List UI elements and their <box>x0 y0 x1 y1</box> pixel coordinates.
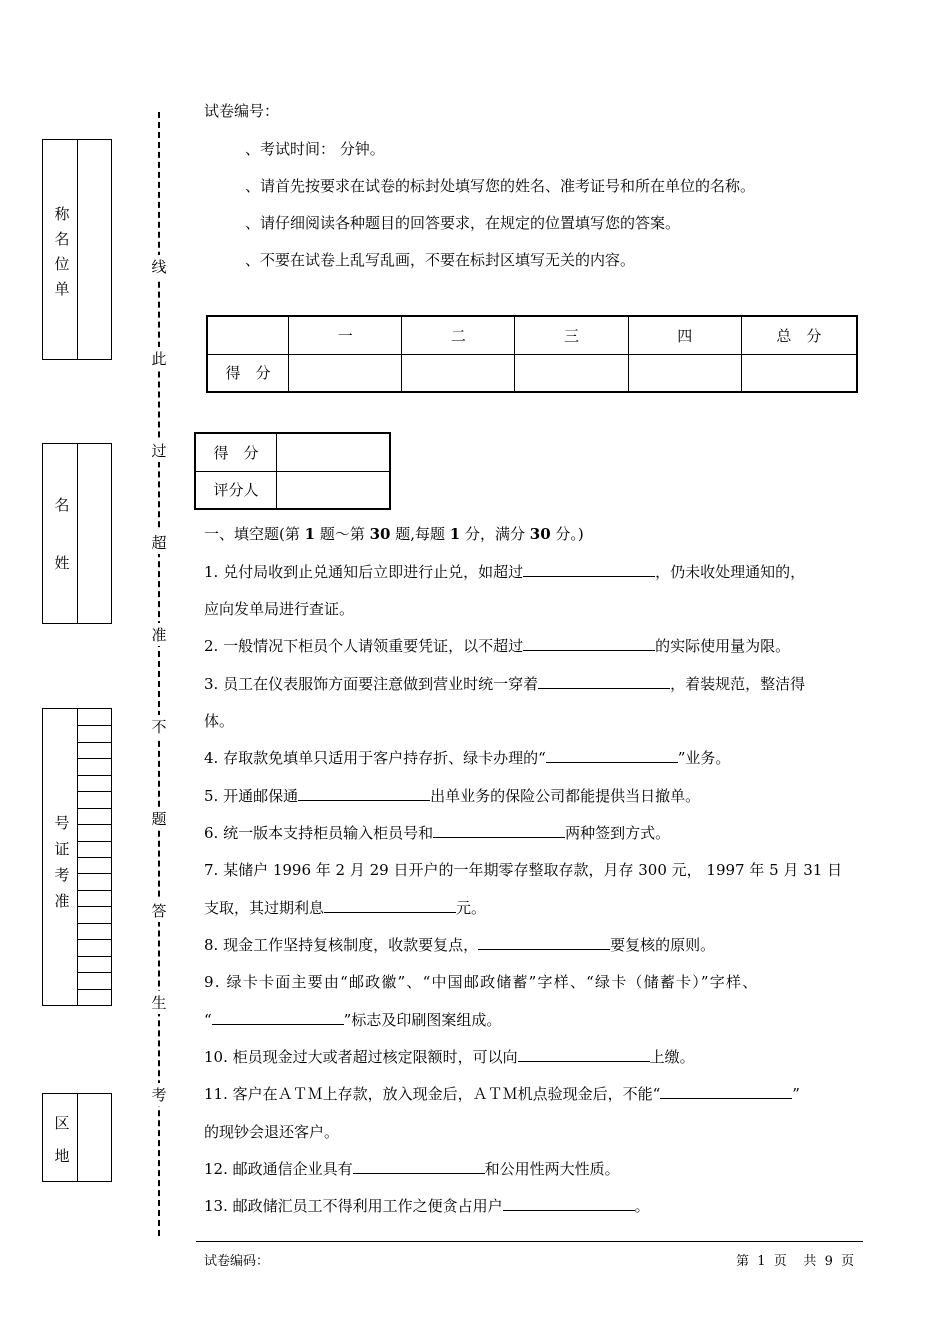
exam-cell-rule <box>77 972 111 973</box>
answer-blank[interactable] <box>298 786 430 801</box>
section-title: 一、填空题(第 1 题～第 30 题,每题 1 分，满分 30 分。) <box>204 525 584 543</box>
exam-cell-rule <box>77 824 111 825</box>
score-header-3: 三 <box>515 316 628 354</box>
seal-name-char: 姓 <box>54 554 70 572</box>
answer-blank[interactable] <box>324 898 456 913</box>
score-row-label: 得 分 <box>207 354 289 392</box>
grader-label: 评分人 <box>195 471 277 509</box>
question-5: 5. 开通邮保通 出单业务的保险公司都能提供当日撤单。 <box>204 787 701 805</box>
instruction-3: 、请仔细阅读各种题目的回答要求，在规定的位置填写您的答案。 <box>245 214 681 232</box>
answer-blank[interactable] <box>518 1047 650 1062</box>
score-cell[interactable] <box>515 354 628 392</box>
seal-exam-char: 证 <box>54 840 70 858</box>
question-3: 3. 员工在仪表服饰方面要注意做到营业时统一穿着 ，着装规范，整洁得 <box>204 675 806 693</box>
binding-char: 答 <box>150 899 168 922</box>
footer-page-info: 第 1 页 共 9 页 <box>736 1254 855 1269</box>
score-header-4: 四 <box>628 316 741 354</box>
score-header-blank <box>207 316 289 354</box>
seal-unit-char: 名 <box>54 230 70 248</box>
instruction-2: 、请首先按要求在试卷的标封处填写您的姓名、准考证号和所在单位的名称。 <box>245 177 756 195</box>
seal-box-unit-name <box>42 139 112 360</box>
exam-cell-rule <box>77 808 111 809</box>
seal-exam-char: 号 <box>54 814 70 832</box>
score-header-total: 总 分 <box>741 316 857 354</box>
score-table <box>206 315 858 393</box>
seal-unit-char: 位 <box>54 255 70 273</box>
question-1-cont: 应向发单局进行查证。 <box>204 600 355 618</box>
question-11-cont: 的现钞会退还客户。 <box>204 1123 340 1141</box>
question-10: 10. 柜员现金过大或者超过核定限额时，可以向 上缴。 <box>204 1048 695 1066</box>
seal-box-exam-number <box>42 708 112 1006</box>
question-11: 11. 客户在ＡＴＭ上存款，放入现金后，ＡＴＭ机点验现金后，不能“ ” <box>204 1085 800 1103</box>
grader-score-cell[interactable] <box>277 433 391 471</box>
binding-char: 此 <box>150 347 168 370</box>
seal-box-region <box>42 1093 112 1182</box>
grader-name-cell[interactable] <box>277 471 391 509</box>
seal-unit-char: 单 <box>54 280 70 298</box>
score-header-1: 一 <box>289 316 402 354</box>
seal-region-char: 区 <box>54 1114 70 1132</box>
seal-exam-char: 考 <box>54 866 70 884</box>
footer-rule <box>196 1241 863 1242</box>
answer-blank[interactable] <box>523 562 655 577</box>
answer-blank[interactable] <box>503 1196 635 1211</box>
footer-paper-code: 试卷编码： <box>204 1254 270 1269</box>
binding-char: 准 <box>150 623 168 646</box>
exam-cell-rule <box>77 989 111 990</box>
answer-blank[interactable] <box>523 636 655 651</box>
paper-number-label: 试卷编号： <box>204 102 280 120</box>
score-cell-total[interactable] <box>741 354 857 392</box>
exam-cell-rule <box>77 742 111 743</box>
question-2: 2. 一般情况下柜员个人请领重要凭证，以不超过 的实际使用量为限。 <box>204 637 791 655</box>
answer-blank[interactable] <box>212 1010 344 1025</box>
exam-cell-rule <box>77 873 111 874</box>
question-7: 7. 某储户 1996 年 2 月 29 日开户的一年期零存整取存款，月存 300 元， 1997 年 5 月 31 日 <box>204 861 843 879</box>
question-8: 8. 现金工作坚持复核制度，收款要复点， 要复核的原则。 <box>204 936 716 954</box>
grader-table <box>194 432 391 510</box>
question-7-cont: 支取，其过期利息 元。 <box>204 899 487 917</box>
binding-char: 不 <box>150 715 168 738</box>
seal-box-name <box>42 443 112 624</box>
seal-exam-char: 准 <box>54 892 70 910</box>
score-cell[interactable] <box>628 354 741 392</box>
question-12: 12. 邮政通信企业具有 和公用性两大性质。 <box>204 1160 620 1178</box>
binding-dashed-line <box>158 112 160 1236</box>
exam-cell-rule <box>77 956 111 957</box>
binding-char: 生 <box>150 991 168 1014</box>
seal-region-char: 地 <box>54 1147 70 1165</box>
answer-blank[interactable] <box>538 674 670 689</box>
answer-blank[interactable] <box>353 1159 485 1174</box>
exam-cell-rule <box>77 890 111 891</box>
binding-char: 题 <box>150 807 168 830</box>
exam-cell-rule <box>77 841 111 842</box>
instruction-1: 、考试时间： 分钟。 <box>245 140 385 158</box>
exam-cell-rule <box>77 758 111 759</box>
exam-cell-rule <box>77 939 111 940</box>
question-9-cont: “ ”标志及印刷图案组成。 <box>204 1011 502 1029</box>
score-header-2: 二 <box>402 316 515 354</box>
binding-char: 线 <box>150 255 168 278</box>
instruction-4: 、不要在试卷上乱写乱画，不要在标封区填写无关的内容。 <box>245 251 636 269</box>
exam-cell-rule <box>77 857 111 858</box>
score-cell[interactable] <box>402 354 515 392</box>
exam-cell-rule <box>77 791 111 792</box>
binding-char: 考 <box>150 1083 168 1106</box>
exam-cell-rule <box>77 775 111 776</box>
binding-char: 过 <box>150 439 168 462</box>
question-13: 13. 邮政储汇员工不得利用工作之便贪占用户 。 <box>204 1197 650 1215</box>
seal-name-char: 名 <box>54 496 70 514</box>
question-6: 6. 统一版本支持柜员输入柜员号和 两种签到方式。 <box>204 824 671 842</box>
question-9: 9. 绿卡卡面主要由“邮政徽”、“中国邮政储蓄”字样、“绿卡（储蓄卡）”字样、 <box>204 973 759 991</box>
seal-unit-char: 称 <box>54 205 70 223</box>
answer-blank[interactable] <box>546 748 678 763</box>
question-1: 1. 兑付局收到止兑通知后立即进行止兑，如超过 ，仍未收处理通知的， <box>204 563 806 581</box>
answer-blank[interactable] <box>660 1084 792 1099</box>
answer-blank[interactable] <box>478 935 610 950</box>
answer-blank[interactable] <box>433 823 565 838</box>
grader-score-label: 得 分 <box>195 433 277 471</box>
exam-cell-rule <box>77 923 111 924</box>
question-4: 4. 存取款免填单只适用于客户持存折、绿卡办理的“ ”业务。 <box>204 749 731 767</box>
binding-char: 超 <box>150 531 168 554</box>
exam-cell-rule <box>77 906 111 907</box>
question-3-cont: 体。 <box>204 712 235 730</box>
score-cell[interactable] <box>289 354 402 392</box>
exam-cell-rule <box>77 725 111 726</box>
